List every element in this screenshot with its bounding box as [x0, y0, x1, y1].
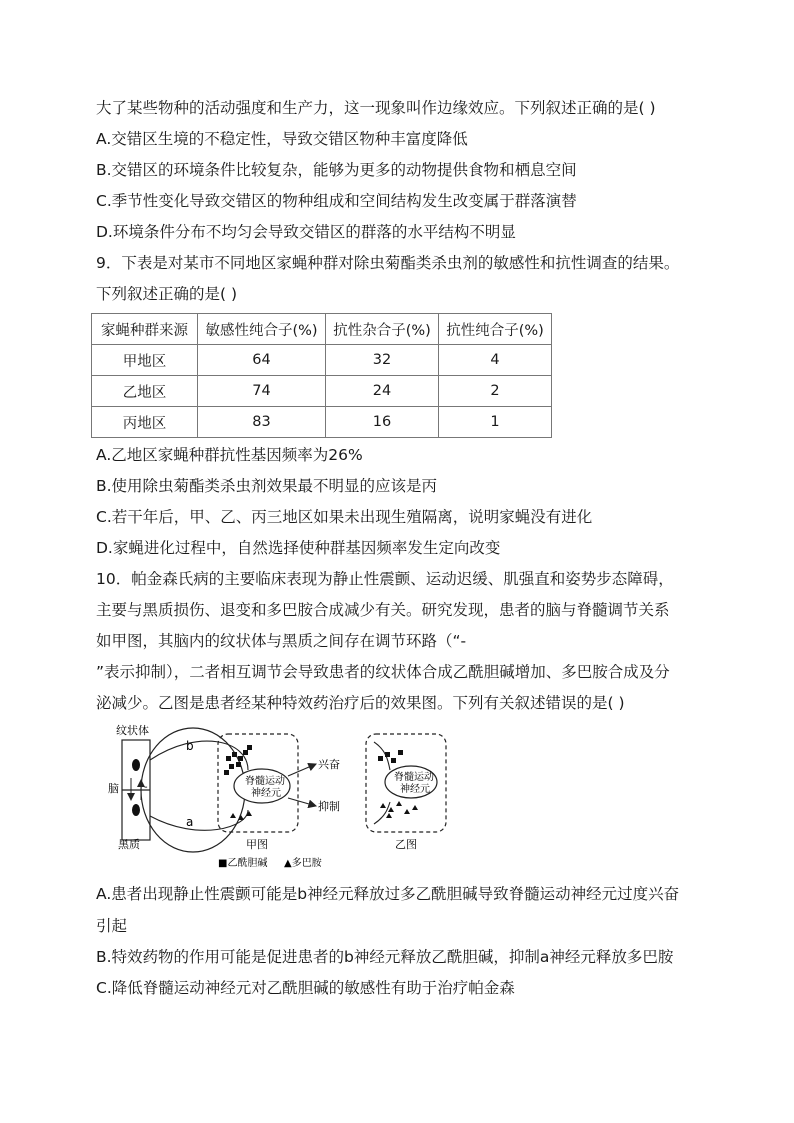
option-b: B.特效药物的作用可能是促进患者的b神经元释放乙酰胆碱，抑制a神经元释放多巴胺: [96, 948, 674, 966]
table-cell: 丙地区: [92, 407, 198, 438]
table-cell: 1: [439, 407, 552, 438]
question-10-stem: 10．帕金森氏病的主要临床表现为静止性震颤、运动迟缓、肌强直和姿势步态障碍，: [96, 570, 674, 588]
option-c: C.季节性变化导致交错区的物种组成和空间结构发生改变属于群落演替: [96, 192, 577, 210]
table-cell: 83: [198, 407, 326, 438]
motor-neuron-label: 脊髓运动: [394, 772, 434, 783]
substantia-label: 黑质: [118, 838, 140, 851]
table-row: [92, 345, 552, 376]
table-cell: 74: [198, 376, 326, 407]
substantia-neuron: [132, 804, 140, 816]
legend-acetylcholine: ■乙酰胆碱: [218, 858, 268, 869]
dopamine-markers: [380, 801, 418, 818]
legend-dopamine: ▲多巴胺: [284, 858, 322, 869]
motor-neuron-label: 神经元: [251, 788, 281, 799]
caption-jia: 甲图: [246, 838, 268, 851]
table-header: 抗性纯合子(%): [439, 314, 552, 345]
dopamine-markers: [230, 811, 252, 820]
table-cell: 32: [326, 345, 439, 376]
table-row: [92, 407, 552, 438]
option-d: D.环境条件分布不均匀会导致交错区的群落的水平结构不明显: [96, 223, 516, 241]
neuron-a-label: a: [186, 815, 194, 829]
inhibit-label: 抑制: [318, 800, 340, 813]
question-10-stem-5: 泌减少。乙图是患者经某种特效药治疗后的效果图。下列有关叙述错误的是( ): [96, 694, 625, 712]
table-header: 家蝇种群来源: [92, 314, 198, 345]
table-cell: 4: [439, 345, 552, 376]
motor-neuron-label: 脊髓运动: [245, 776, 285, 787]
option-a-continued: 引起: [96, 917, 128, 935]
table-cell: 2: [439, 376, 552, 407]
table-cell: 乙地区: [92, 376, 198, 407]
option-a: A.乙地区家蝇种群抗性基因频率为26%: [96, 446, 363, 464]
option-d: D.家蝇进化过程中，自然选择使种群基因频率发生定向改变: [96, 539, 501, 557]
neural-diagram: [108, 720, 458, 870]
motor-neuron-label: 神经元: [400, 784, 430, 795]
option-b: B.使用除虫菊酯类杀虫剂效果最不明显的应该是丙: [96, 477, 438, 495]
table-cell: 64: [198, 345, 326, 376]
table-header: 敏感性纯合子(%): [198, 314, 326, 345]
caption-yi: 乙图: [395, 838, 417, 851]
question-9-stem-2: 下列叙述正确的是( ): [96, 285, 238, 303]
table-cell: 24: [326, 376, 439, 407]
striatum-label: 纹状体: [116, 724, 149, 737]
table-row: [92, 376, 552, 407]
excite-label: 兴奋: [318, 758, 340, 771]
table-header: 抗性杂合子(%): [326, 314, 439, 345]
striatum-neuron: [132, 759, 140, 771]
table-cell: 甲地区: [92, 345, 198, 376]
question-10-stem-4: ”表示抑制），二者相互调节会导致患者的纹状体合成乙酰胆碱增加、多巴胺合成及分: [96, 663, 670, 681]
acetylcholine-markers: [378, 750, 403, 763]
minus-sign: -: [144, 782, 148, 793]
survey-table: [91, 313, 552, 438]
table-cell: 16: [326, 407, 439, 438]
brain-label: 脑: [108, 782, 119, 795]
option-b: B.交错区的环境条件比较复杂，能够为更多的动物提供食物和栖息空间: [96, 161, 577, 179]
table-header-row: [92, 314, 552, 345]
option-a: A.交错区生境的不稳定性，导致交错区物种丰富度降低: [96, 130, 468, 148]
option-c: C.降低脊髓运动神经元对乙酰胆碱的敏感性有助于治疗帕金森: [96, 979, 515, 997]
neuron-b-label: b: [186, 739, 194, 753]
question-10-stem-2: 主要与黑质损伤、退变和多巴胺合成减少有关。研究发现，患者的脑与脊髓调节关系: [96, 601, 670, 619]
option-a: A.患者出现静止性震颤可能是b神经元释放过多乙酰胆碱导致脊髓运动神经元过度兴奋: [96, 885, 680, 903]
text-line: 大了某些物种的活动强度和生产力，这一现象叫作边缘效应。下列叙述正确的是( ): [96, 99, 656, 117]
option-c: C.若干年后，甲、乙、丙三地区如果未出现生殖隔离，说明家蝇没有进化: [96, 508, 593, 526]
question-10-stem-3: 如甲图，其脑内的纹状体与黑质之间存在调节环路（“-: [96, 632, 467, 650]
question-9-stem: 9．下表是对某市不同地区家蝇种群对除虫菊酯类杀虫剂的敏感性和抗性调查的结果。: [96, 254, 680, 272]
